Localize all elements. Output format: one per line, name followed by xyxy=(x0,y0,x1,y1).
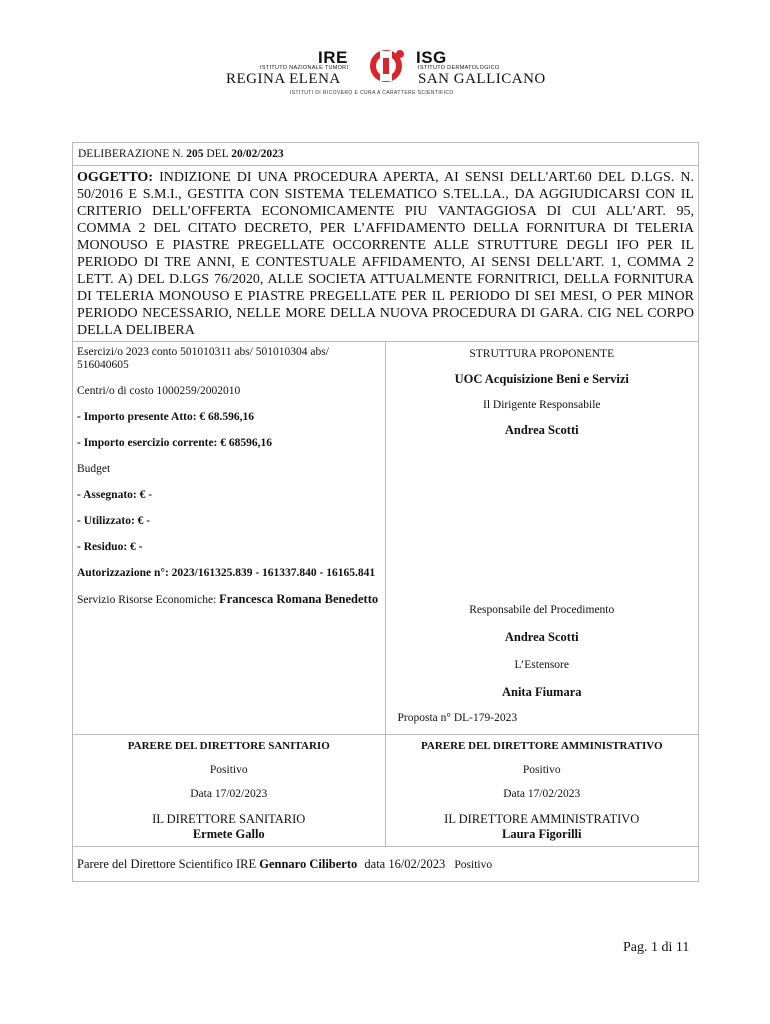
amministrativo-name: Laura Figorilli xyxy=(501,827,582,841)
assegnato-text: - Assegnato: € - xyxy=(77,489,153,501)
importo-esercizio: - Importo esercizio corrente: € 68596,16 xyxy=(77,437,273,449)
struttura-name: UOC Acquisizione Beni e Servizi xyxy=(454,372,629,386)
estensore-label: L’Estensore xyxy=(514,659,569,671)
residuo-text: - Residuo: € - xyxy=(77,541,143,553)
ire-name: REGINA ELENA xyxy=(226,71,341,87)
isg-subtitle: ISTITUTO DERMATOLOGICO xyxy=(418,65,500,71)
sanitario-data: Data 17/02/2023 xyxy=(190,788,268,800)
sanitario-name: Ermete Gallo xyxy=(192,827,265,841)
logo-tagline: ISTITUTI DI RICOVERO E CURA A CARATTERE SCIENTIFICO xyxy=(290,90,454,96)
ire-subtitle: ISTITUTO NAZIONALE TUMORI xyxy=(260,65,349,71)
parere-scientifico xyxy=(73,847,698,881)
scientifico-esito: Positivo xyxy=(454,859,493,871)
parere-sanitario xyxy=(73,735,386,846)
page-number: Pag. 1 di 11 xyxy=(623,940,690,955)
delib-number: 205 xyxy=(186,148,204,160)
deliberation-header xyxy=(73,143,698,166)
delib-prefix: DELIBERAZIONE N. xyxy=(78,148,184,160)
amministrativo-title: PARERE DEL DIRETTORE AMMINISTRATIVO xyxy=(420,740,663,752)
institute-logo xyxy=(0,48,770,100)
isg-name: SAN GALLICANO xyxy=(418,71,546,87)
financial-details xyxy=(73,342,386,734)
proponent-details xyxy=(386,342,699,734)
estensore-name: Anita Fiumara xyxy=(501,685,582,699)
scientifico-data: data 16/02/2023 xyxy=(364,857,446,871)
servizio-block xyxy=(77,593,381,607)
sanitario-role: IL DIRETTORE SANITARIO xyxy=(152,812,306,826)
pareri-section xyxy=(73,735,698,847)
struttura-label: STRUTTURA PROPONENTE xyxy=(469,348,615,360)
resp-label: Responsabile del Procedimento xyxy=(469,604,615,616)
sanitario-esito: Positivo xyxy=(209,764,248,776)
deliberation-frame xyxy=(72,142,699,882)
importo-atto: - Importo presente Atto: € 68.596,16 xyxy=(77,411,255,423)
dirigente-name: Andrea Scotti xyxy=(504,423,579,437)
isg-acronym: ISG xyxy=(416,48,447,67)
ire-acronym: IRE xyxy=(318,48,348,67)
dirigente-label: Il Dirigente Responsabile xyxy=(482,399,601,411)
amministrativo-role: IL DIRETTORE AMMINISTRATIVO xyxy=(444,812,640,826)
sanitario-title: PARERE DEL DIRETTORE SANITARIO xyxy=(127,740,330,752)
details-section xyxy=(73,342,698,735)
autorizzazione-text: Autorizzazione n°: 2023/161325.839 - 161337.840 - 16165.841 xyxy=(77,567,376,579)
logo-mark-icon xyxy=(358,48,414,84)
scientifico-label: Parere del Direttore Scientifico IRE xyxy=(77,857,257,871)
amministrativo-esito: Positivo xyxy=(522,764,561,776)
delib-date-prefix: DEL xyxy=(206,148,229,160)
subject-label: OGGETTO: xyxy=(77,170,153,185)
esercizi-text: Esercizi/o 2023 conto 501010311 abs/ 501010304 abs/ 516040605 xyxy=(77,346,329,371)
amministrativo-data: Data 17/02/2023 xyxy=(503,788,581,800)
resp-name: Andrea Scotti xyxy=(504,630,579,644)
scientifico-name: Gennaro Ciliberto xyxy=(259,857,358,871)
subject-block xyxy=(73,166,698,342)
servizio-name: Francesca Romana Benedetto xyxy=(219,592,379,606)
centri-text: Centri/o di costo 1000259/2002010 xyxy=(77,385,241,397)
budget-label: Budget xyxy=(77,463,111,475)
servizio-label: Servizio Risorse Economiche: xyxy=(77,594,217,606)
utilizzato-text: - Utilizzato: € - xyxy=(77,515,151,527)
delib-date: 20/02/2023 xyxy=(231,148,284,160)
parere-amministrativo xyxy=(386,735,699,846)
subject-text: INDIZIONE DI UNA PROCEDURA APERTA, AI SENSI DELL'ART.60 DEL D.LGS. N. 50/2016 E S.M.I., GESTITA CON SISTEMA TELEMATICO S.TEL.LA., DA AGGIUDICARSI CON IL CRITERIO DELL’OFFERTA ECONOMICAMENTE PIU VANTAGGIOSA DI CUI ALL’ART. 95, COMMA 2 DEL CITATO DECRETO, PER L’AFFIDAMENTO DELLA FORNITURA DI TELERIA MONOUSO E PIASTRE PREGELLATE OCCORRENTE ALLE STRUTTURE DEGLI IFO PER IL PERIODO DI TRE ANNI, E CONTESTUALE AFFIDAMENTO, AI SENSI DELL'ART. 1, COMMA 2 LETT. A) DEL D.LGS 76/2020, ALLE SOCIETA ATTUALMENTE FORNITRICI, DELLA FORNITURA DI TELERIA MONOUSO E PIASTRE PREGELLATE PER IL PERIODO DI SEI MESI, O PER MINOR PERIODO NECESSARIO, NELLE MORE DELLA NUOVA PROCEDURA DI GARA. CIG NEL CORPO DELLA DELIBERA xyxy=(77,170,695,338)
proposta-number: Proposta n° DL-179-2023 xyxy=(397,712,518,724)
